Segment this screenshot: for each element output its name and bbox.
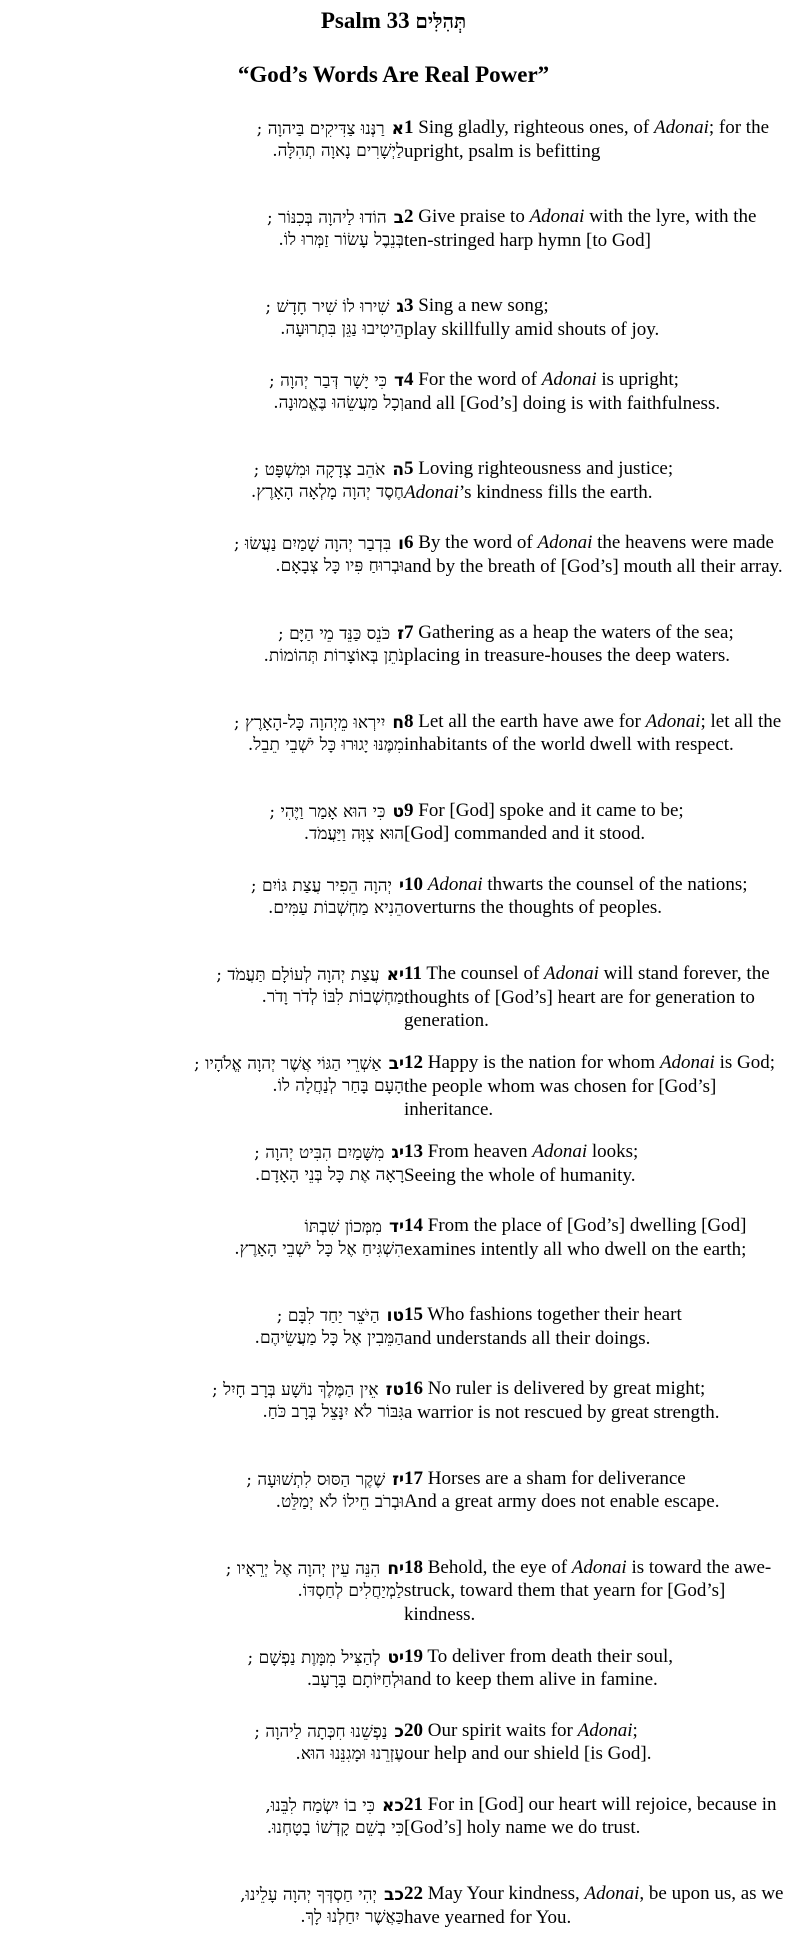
hebrew-line-2: הַמֵּבִין אֶל כָּל מַעֲשֵׂיהֶם.	[254, 1328, 404, 1349]
hebrew-line-1	[14, 1469, 404, 1491]
hebrew-line-1	[14, 1647, 404, 1669]
verse-text-segment: Loving righteousness and justice;	[418, 458, 674, 480]
hebrew-line-1-text: כִּי יָשָׁר דְּבַר יְהוָה ;	[268, 371, 387, 392]
hebrew-verse-number: טו	[386, 1306, 404, 1327]
verse-text-segment: Happy is the nation for whom	[427, 1052, 660, 1074]
english-verse	[404, 368, 784, 415]
verse-number: 22	[404, 1882, 423, 1904]
hebrew-line-1-text: עֲצַת יְהוָה לְעוֹלָם תַּעֲמֹד ;	[216, 964, 380, 985]
english-verse-text	[404, 711, 781, 756]
verse-text-segment: our help and our shield [is God].	[404, 1743, 652, 1765]
hebrew-line-1	[14, 118, 404, 140]
verse-row-14	[0, 1214, 787, 1303]
english-verse	[404, 531, 784, 578]
verse-row-7	[0, 621, 787, 710]
hebrew-line-1	[14, 712, 404, 734]
english-verse	[404, 710, 784, 757]
verse-text-segment: ; let all the inhabitants of the world dwell with respect.	[404, 710, 782, 756]
hebrew-line-1-text: מִמְּכוֹן שִׁבְתּוֹ	[304, 1217, 382, 1238]
hebrew-line-1	[14, 296, 404, 318]
hebrew-line-1	[14, 370, 404, 392]
english-verse	[404, 294, 784, 341]
english-verse-text	[404, 800, 684, 845]
english-verse-text	[404, 1215, 746, 1260]
english-verse-text	[404, 1141, 638, 1186]
hebrew-line-1	[14, 533, 404, 555]
english-verse-text	[404, 963, 770, 1031]
hebrew-verse	[14, 118, 404, 162]
verse-row-11	[0, 962, 787, 1051]
verse-text-segment: And a great army does not enable escape.	[404, 1491, 720, 1513]
page-header	[0, 6, 787, 90]
verse-number: 17	[404, 1467, 423, 1489]
verse-number: 18	[404, 1556, 423, 1578]
verse-text-segment: No ruler is delivered by great might;	[427, 1378, 706, 1400]
hebrew-verse-number: טז	[385, 1380, 404, 1401]
hebrew-line-2: הִשְׁגִּיחַ אֶל כָּל יֹשְׁבֵי הָאָרֶץ.	[234, 1239, 404, 1260]
divine-name: Adonai	[645, 710, 701, 732]
verse-row-16	[0, 1377, 787, 1466]
verse-row-12	[0, 1051, 787, 1140]
verse-text-segment: Sing gladly, righteous ones, of	[418, 117, 654, 138]
verse-row-19	[0, 1645, 787, 1719]
hebrew-verse-number: יב	[388, 1054, 404, 1075]
verse-number: 20	[404, 1719, 423, 1741]
verse-text-segment: Who fashions together their heart	[427, 1304, 682, 1326]
divine-name: Adonai	[541, 369, 597, 391]
hebrew-line-2: נֹתֵן בְּאוֹצָרוֹת תְּהוֹמוֹת.	[263, 645, 404, 666]
hebrew-line-2: כַּאֲשֶׁר יִחַלְנוּ לָךְ.	[300, 1906, 404, 1927]
hebrew-line-2: הָעָם בָּחַר לְנַחֲלָה לוֹ.	[272, 1076, 404, 1097]
hebrew-line-2: מִמֶּנּוּ יָגוּרוּ כָּל יֹשְׁבֵי תֵבֵל.	[247, 734, 404, 755]
hebrew-line-1	[14, 1721, 404, 1743]
psalm-title-english: Psalm 33	[320, 8, 410, 33]
verse-text-segment: For in [God] our heart will rejoice, because in [God’s] holy name we do trust.	[404, 1793, 777, 1839]
verse-number: 21	[404, 1793, 423, 1815]
hebrew-line-1-text: שִׁירוּ לוֹ שִׁיר חָדָשׁ ;	[265, 297, 390, 318]
hebrew-verse-number: יז	[392, 1469, 404, 1490]
hebrew-verse-number: ו	[398, 534, 404, 555]
english-verse	[404, 1719, 784, 1766]
verse-row-17	[0, 1467, 787, 1556]
verse-text-segment: Give praise to	[418, 206, 530, 228]
english-verse	[404, 1882, 784, 1929]
verse-text-segment: ’s kindness fills the earth.	[458, 481, 653, 503]
english-verse-text	[404, 1304, 682, 1349]
english-verse	[404, 1645, 784, 1692]
english-verse-text	[404, 117, 769, 162]
english-verse-text	[404, 206, 757, 251]
english-verse-text	[404, 874, 748, 919]
verse-number: 19	[404, 1645, 423, 1667]
verse-number: 11	[404, 962, 422, 984]
hebrew-line-1-text: שֶׁקֶר הַסּוּס לִתְשׁוּעָה ;	[246, 1469, 386, 1490]
divine-name: Adonai	[659, 1052, 715, 1074]
hebrew-line-1-text: כֹּנֵס כַּנֵּד מֵי הַיָּם ;	[277, 623, 391, 644]
hebrew-line-1	[14, 1558, 404, 1580]
verse-text-segment: The counsel of	[426, 962, 545, 984]
verse-row-8	[0, 710, 787, 799]
hebrew-verse	[14, 1379, 404, 1423]
verse-text-segment: May Your kindness,	[427, 1882, 585, 1904]
hebrew-line-1-text: יְהִי חַסְדְּךָ יְהוָה עָלֵינוּ,	[240, 1884, 377, 1905]
english-verse	[404, 1467, 784, 1514]
hebrew-line-2: וּבְרֹב חֵילוֹ לֹא יְמַלֵּט.	[275, 1491, 404, 1512]
hebrew-verse-number: ז	[397, 623, 404, 644]
hebrew-line-2: הֵיטִיבוּ נַגֵּן בִּתְרוּעָה.	[280, 319, 404, 340]
hebrew-line-1	[14, 207, 404, 229]
verse-text-segment: Our spirit waits for	[427, 1719, 578, 1741]
psalm-subtitle: “God’s Words Are Real Power”	[237, 62, 550, 87]
hebrew-line-1	[14, 1216, 404, 1238]
hebrew-line-1	[14, 1305, 404, 1327]
verse-list	[0, 116, 787, 1956]
hebrew-line-1-text: כִּי בוֹ יִשְׂמַח לִבֵּנוּ,	[265, 1795, 375, 1816]
hebrew-line-2: לַיְשָׁרִים נָאוָה תְהִלָּה.	[272, 141, 404, 161]
hebrew-verse	[14, 623, 404, 667]
verse-row-5	[0, 457, 787, 531]
verse-text-segment: play skillfully amid shouts of joy.	[404, 318, 660, 340]
english-verse-text	[404, 1052, 775, 1120]
hebrew-verse-number: כא	[381, 1795, 404, 1816]
verse-number: 4	[404, 369, 414, 391]
hebrew-line-1-text: לְהַצִּיל מִמָּוֶת נַפְשָׁם ;	[247, 1647, 381, 1668]
english-verse	[404, 799, 784, 846]
hebrew-line-1	[14, 1142, 404, 1164]
verse-text-segment: is upright;	[596, 369, 679, 391]
hebrew-verse-number: ט	[392, 801, 404, 822]
english-verse	[404, 205, 784, 252]
english-verse	[404, 962, 784, 1033]
hebrew-verse	[14, 1647, 404, 1691]
hebrew-line-2: הֵנִיא מַחְשְׁבוֹת עַמִּים.	[267, 897, 404, 918]
verse-text-segment: Horses are a sham for deliverance	[427, 1467, 686, 1489]
english-verse-text	[404, 1883, 783, 1928]
verse-text-segment: the heavens were made and by the breath of [God’s] mouth all their array.	[404, 532, 783, 578]
divine-name: Adonai	[427, 873, 483, 895]
verse-row-6	[0, 531, 787, 620]
hebrew-verse-number: ב	[393, 208, 404, 229]
verse-text-segment: Behold, the eye of	[427, 1556, 572, 1578]
hebrew-verse	[14, 459, 404, 503]
verse-text-segment: From heaven	[427, 1141, 533, 1163]
verse-text-segment: , be upon us, as we have yearned for You.	[404, 1882, 784, 1928]
verse-number: 5	[404, 458, 414, 480]
english-verse	[404, 621, 784, 668]
hebrew-line-2: חֶסֶד יְהוָה מָלְאָה הָאָרֶץ.	[250, 482, 404, 503]
verse-number: 6	[404, 532, 414, 554]
verse-row-2	[0, 205, 787, 294]
hebrew-verse	[14, 533, 404, 577]
hebrew-line-2: מַחְשְׁבוֹת לִבּוֹ לְדֹר וָדֹר.	[261, 986, 404, 1007]
verse-number: 7	[404, 621, 414, 643]
hebrew-verse	[14, 370, 404, 414]
hebrew-verse-number: יג	[391, 1143, 404, 1164]
verse-text-segment: ;	[632, 1719, 638, 1741]
english-verse	[404, 1303, 784, 1350]
verse-text-segment: ; for the upright, psalm is befitting	[404, 117, 770, 162]
hebrew-line-1	[14, 875, 404, 897]
verse-number: 8	[404, 710, 414, 732]
hebrew-line-2: הוּא צִוָּה וַיַּעֲמֹד.	[303, 823, 404, 844]
verse-text-segment: with the lyre, with the ten-stringed harp hymn [to God]	[404, 206, 757, 251]
verse-row-22	[0, 1882, 787, 1956]
verse-row-13	[0, 1140, 787, 1214]
hebrew-verse-number: ד	[394, 371, 404, 392]
verse-row-3	[0, 294, 787, 368]
verse-row-20	[0, 1719, 787, 1793]
hebrew-verse-number: יח	[387, 1558, 404, 1579]
verse-text-segment: and to keep them alive in famine.	[404, 1669, 658, 1691]
hebrew-line-2: גִּבּוֹר לֹא יִנָּצֵל בְּרָב כֹּחַ.	[262, 1402, 404, 1423]
divine-name: Adonai	[584, 1882, 640, 1904]
verse-row-15	[0, 1303, 787, 1377]
english-verse-text	[404, 532, 783, 577]
page-title	[0, 6, 787, 36]
hebrew-verse	[14, 1721, 404, 1765]
hebrew-line-2: בְּנֵבֶל עָשׂוֹר זַמְּרוּ לוֹ.	[278, 230, 404, 251]
hebrew-verse-number: ה	[392, 460, 404, 481]
hebrew-line-1-text: אֹהֵב צְדָקָה וּמִשְׁפָּט ;	[253, 460, 386, 481]
english-verse	[404, 116, 784, 163]
verse-row-1	[0, 116, 787, 205]
verse-text-segment: Let all the earth have awe for	[418, 710, 646, 732]
hebrew-line-1-text: רַנְּנוּ צַדִּיקִים בַּיהוָה ;	[256, 119, 385, 139]
divine-name: Adonai	[529, 206, 585, 228]
divine-name: Adonai	[653, 117, 709, 138]
verse-number: 3	[404, 295, 414, 317]
verse-text-segment: is God; the people whom was chosen for [God’s] inheritance.	[404, 1052, 776, 1121]
verse-text-segment: From the place of [God’s] dwelling [God] examines intently all who dwell on the earth;	[404, 1215, 747, 1260]
verse-text-segment: By the word of	[418, 532, 538, 554]
hebrew-line-1	[14, 1884, 404, 1906]
english-verse-text	[404, 369, 720, 414]
verse-text-segment: [God] commanded and it stood.	[404, 823, 646, 845]
hebrew-line-1	[14, 623, 404, 645]
verse-number: 1	[404, 117, 414, 138]
verse-row-10	[0, 873, 787, 962]
verse-number: 14	[404, 1215, 423, 1237]
english-verse-text	[404, 622, 734, 667]
english-verse-text	[404, 295, 659, 340]
psalm-title-hebrew: תְּהִלִּים	[415, 9, 467, 33]
hebrew-line-2: רָאָה אֶת כָּל בְּנֵי הָאָדָם.	[254, 1165, 404, 1186]
hebrew-line-1-text: אַשְׁרֵי הַגּוֹי אֲשֶׁר יְהוָה אֱלֹהָיו ;	[193, 1054, 382, 1075]
verse-text-segment: is toward the awe-struck, toward them that yearn for [God’s] kindness.	[404, 1556, 772, 1625]
divine-name: Adonai	[404, 481, 459, 503]
verse-number: 13	[404, 1141, 423, 1163]
hebrew-verse	[14, 964, 404, 1008]
hebrew-line-1-text: הִנֵּה עֵין יְהוָה אֶל יְרֵאָיו ;	[225, 1558, 381, 1579]
verse-number: 16	[404, 1378, 423, 1400]
divine-name: Adonai	[571, 1556, 627, 1578]
english-verse	[404, 1556, 784, 1627]
hebrew-line-1	[14, 1053, 404, 1075]
hebrew-line-2: עֶזְרֵנוּ וּמָגִנֵּנוּ הוּא.	[295, 1743, 404, 1764]
hebrew-line-2: וּלְחַיּוֹתָם בָּרָעָב.	[306, 1669, 404, 1690]
hebrew-verse-number: יט	[387, 1647, 404, 1668]
verse-number: 12	[404, 1052, 423, 1074]
hebrew-verse	[14, 1795, 404, 1839]
hebrew-line-1-text: אֵין הַמֶּלֶךְ נוֹשָׁע בְּרָב חָיִל ;	[212, 1380, 379, 1401]
hebrew-verse	[14, 1216, 404, 1260]
hebrew-line-1-text: נַפְשֵׁנוּ חִכְּתָה לַיהוָה ;	[254, 1721, 388, 1742]
verse-number: 2	[404, 206, 414, 228]
hebrew-line-1-text: הוֹדוּ לַיהוָה בְּכִנּוֹר ;	[266, 208, 387, 229]
verse-text-segment: Gathering as a heap the waters of the sea; placing in treasure-houses the deep waters.	[404, 621, 734, 667]
english-verse-text	[404, 1557, 771, 1625]
hebrew-verse	[14, 207, 404, 251]
hebrew-verse	[14, 1469, 404, 1513]
verse-row-21	[0, 1793, 787, 1882]
english-verse	[404, 1377, 784, 1424]
english-verse	[404, 1793, 784, 1840]
hebrew-verse-number: יא	[386, 964, 404, 985]
hebrew-line-1-text: מִשָּׁמַיִם הִבִּיט יְהוָה ;	[254, 1143, 385, 1164]
hebrew-line-2: וְכָל מַעֲשֵׂהוּ בֶּאֱמוּנָה.	[273, 393, 404, 414]
hebrew-verse	[14, 296, 404, 340]
hebrew-line-1	[14, 1795, 404, 1817]
english-verse	[404, 1214, 784, 1261]
hebrew-verse	[14, 1884, 404, 1928]
hebrew-line-1-text: יִירְאוּ מֵיְהוָה כָּל-הָאָרֶץ ;	[233, 712, 386, 733]
verse-text-segment: For [God] spoke and it came to be;	[418, 799, 684, 821]
verse-number: 9	[404, 799, 414, 821]
hebrew-line-2: כִּי בְשֵׁם קָדְשׁוֹ בָטָחְנוּ.	[266, 1817, 404, 1838]
hebrew-line-1	[14, 1379, 404, 1401]
hebrew-verse-number: כ	[394, 1721, 404, 1742]
hebrew-verse	[14, 1142, 404, 1186]
verse-text-segment: Sing a new song;	[418, 295, 549, 317]
hebrew-line-1-text: בִּדְבַר יְהוָה שָׁמַיִם נַעֲשׂוּ ;	[233, 534, 392, 555]
hebrew-verse	[14, 1305, 404, 1349]
hebrew-verse-number: ג	[396, 297, 404, 318]
hebrew-line-1-text: הַיֹּצֵר יַחַד לִבָּם ;	[276, 1306, 380, 1327]
english-verse	[404, 1140, 784, 1187]
verse-text-segment: and understands all their doings.	[404, 1327, 651, 1349]
divine-name: Adonai	[532, 1141, 588, 1163]
verse-row-4	[0, 368, 787, 457]
hebrew-line-1-text: יְהוָה הֵפִיר עֲצַת גּוֹיִם ;	[250, 875, 392, 896]
english-verse	[404, 873, 784, 920]
verse-number: 15	[404, 1304, 423, 1326]
verse-text-segment: and all [God’s] doing is with faithfulness.	[404, 392, 721, 414]
hebrew-verse-number: ח	[392, 712, 404, 733]
english-verse-text	[404, 1720, 651, 1765]
english-verse-text	[404, 1468, 719, 1513]
hebrew-line-1-text: כִּי הוּא אָמַר וַיֶּהִי ;	[269, 801, 386, 822]
hebrew-verse	[14, 712, 404, 756]
hebrew-verse-number: א	[391, 119, 404, 139]
verse-row-9	[0, 799, 787, 873]
divine-name: Adonai	[537, 532, 593, 554]
hebrew-line-1	[14, 801, 404, 823]
english-verse-text	[404, 1646, 673, 1691]
verse-text-segment: For the word of	[418, 369, 542, 391]
hebrew-line-2: לַמְיַחֲלִים לְחַסְדּוֹ.	[297, 1580, 404, 1601]
verse-text-segment: Seeing the whole of humanity.	[404, 1164, 636, 1186]
hebrew-verse	[14, 801, 404, 845]
hebrew-verse	[14, 1558, 404, 1602]
hebrew-line-2: וּבְרוּחַ פִּיו כָּל צְבָאָם.	[275, 556, 404, 577]
verse-text-segment: thwarts the counsel of the nations; overturns the thoughts of peoples.	[404, 873, 748, 919]
verse-text-segment: looks;	[587, 1141, 639, 1163]
verse-text-segment: will stand forever, the thoughts of [God’s] heart are for generation to generation.	[404, 962, 770, 1032]
english-verse	[404, 457, 784, 504]
hebrew-verse	[14, 1053, 404, 1097]
english-verse-text	[404, 458, 673, 503]
hebrew-verse-number: י	[398, 875, 404, 896]
hebrew-verse	[14, 875, 404, 919]
english-verse	[404, 1051, 784, 1122]
english-verse-text	[404, 1794, 777, 1839]
divine-name: Adonai	[577, 1719, 633, 1741]
hebrew-verse-number: כב	[384, 1884, 404, 1905]
hebrew-verse-number: יד	[389, 1217, 404, 1238]
verse-row-18	[0, 1556, 787, 1645]
verse-text-segment: To deliver from death their soul,	[427, 1645, 674, 1667]
hebrew-line-1	[14, 964, 404, 986]
verse-text-segment: a warrior is not rescued by great strength.	[404, 1402, 720, 1423]
hebrew-line-1	[14, 459, 404, 481]
divine-name: Adonai	[544, 962, 599, 984]
english-verse-text	[404, 1378, 720, 1423]
verse-number: 10	[404, 873, 423, 895]
